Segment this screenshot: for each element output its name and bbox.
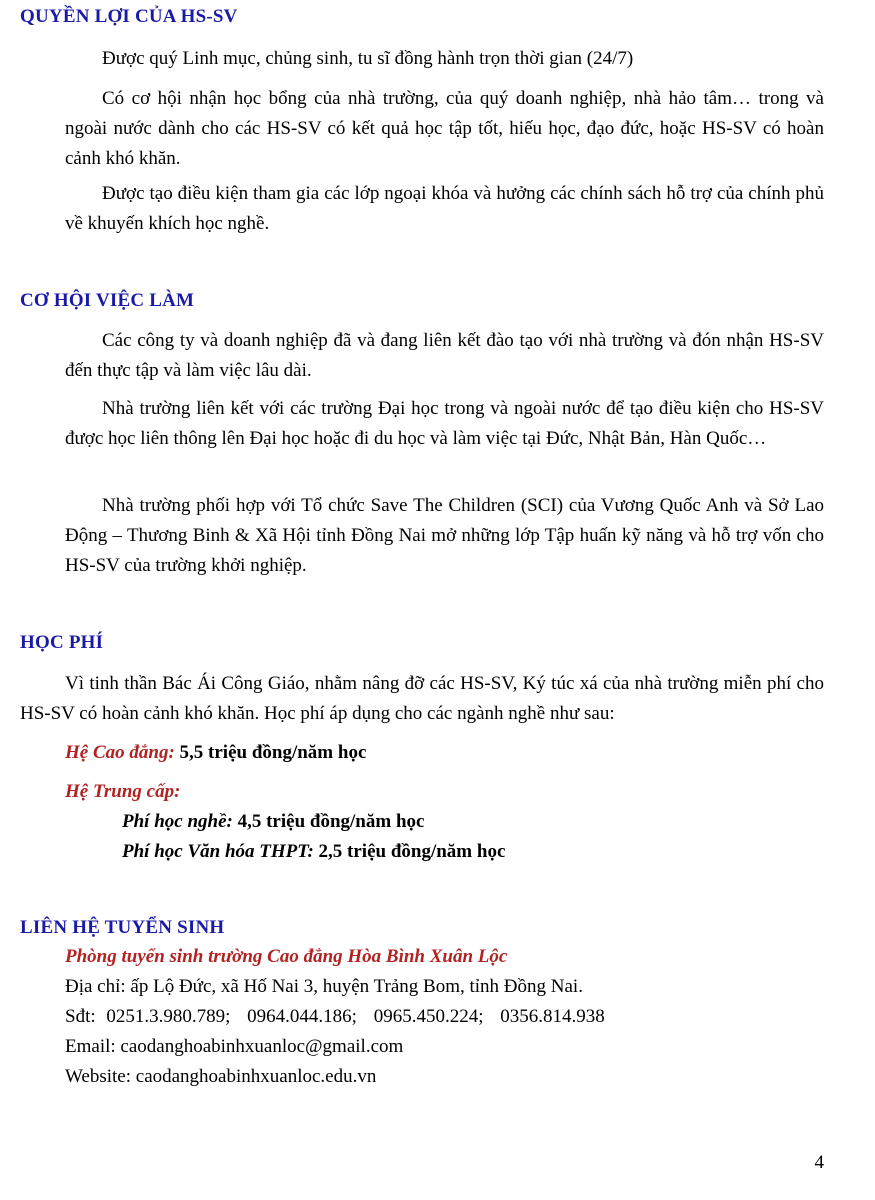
- benefits-heading: QUYỀN LỢI CỦA HS-SV: [20, 6, 238, 27]
- phone-3[interactable]: 0965.450.224;: [373, 1006, 484, 1027]
- vocational-label: Phí học nghề:: [122, 811, 233, 832]
- culture-label: Phí học Văn hóa THPT:: [122, 841, 314, 862]
- tuition-intro: Vì tinh thần Bác Ái Công Giáo, nhằm nâng đỡ các HS-SV, Ký túc xá của nhà trường miễn phí cho HS-SV có hoàn cảnh khó khăn. Học phí áp dụng cho các ngành nghề như sau:: [20, 673, 824, 724]
- college-fee: 5,5 triệu đồng/năm học: [179, 742, 367, 763]
- contact-heading: LIÊN HỆ TUYỂN SINH: [20, 917, 225, 938]
- jobs-heading: CƠ HỘI VIỆC LÀM: [20, 290, 195, 311]
- phone-numbers: [65, 1002, 617, 1032]
- address: Địa chỉ: ấp Lộ Đức, xã Hố Nai 3, huyện Trảng Bom, tỉnh Đồng Nai.: [65, 976, 583, 997]
- page-number: 4: [814, 1152, 824, 1173]
- college-fee-row: [65, 738, 366, 768]
- admissions-office: Phòng tuyển sinh trường Cao đẳng Hòa Bình Xuân Lộc: [65, 946, 508, 967]
- vocational-fee-row: [122, 807, 424, 837]
- benefits-paragraph-3: Được tạo điều kiện tham gia các lớp ngoại khóa và hưởng các chính sách hỗ trợ của chính phủ về khuyến khích học nghề.: [65, 183, 824, 234]
- phone-1[interactable]: 0251.3.980.789;: [106, 1006, 231, 1027]
- tuition-heading: HỌC PHÍ: [20, 632, 104, 653]
- jobs-paragraph-3: Nhà trường phối hợp với Tổ chức Save The Children (SCI) của Vương Quốc Anh và Sở Lao Động – Thương Binh & Xã Hội tỉnh Đồng Nai mở những lớp Tập huấn kỹ năng và hỗ trợ vốn cho HS-SV của trường khởi nghiệp.: [65, 495, 824, 576]
- college-label: Hệ Cao đẳng:: [65, 742, 175, 763]
- jobs-paragraph-1: Các công ty và doanh nghiệp đã và đang liên kết đào tạo với nhà trường và đón nhận HS-SV đến thực tập và làm việc lâu dài.: [65, 330, 824, 381]
- jobs-paragraph-2: Nhà trường liên kết với các trường Đại học trong và ngoài nước để tạo điều kiện cho HS-SV được học liên thông lên Đại học hoặc đi du học và làm việc tại Đức, Nhật Bản, Hàn Quốc…: [65, 398, 824, 449]
- culture-fee: 2,5 triệu đồng/năm học: [318, 841, 506, 862]
- phone-4[interactable]: 0356.814.938: [500, 1006, 605, 1027]
- culture-fee-row: [122, 837, 505, 867]
- email[interactable]: Email: caodanghoabinhxuanloc@gmail.com: [65, 1036, 404, 1057]
- phone-2[interactable]: 0964.044.186;: [247, 1006, 357, 1027]
- phone-label: Sđt:: [65, 1006, 96, 1027]
- website[interactable]: Website: caodanghoabinhxuanloc.edu.vn: [65, 1066, 377, 1087]
- intermediate-label: Hệ Trung cấp:: [65, 781, 181, 802]
- benefits-paragraph-2: Có cơ hội nhận học bổng của nhà trường, của quý doanh nghiệp, nhà hảo tâm… trong và ngoài nước dành cho các HS-SV có kết quả học tập tốt, hiếu học, đạo đức, hoặc HS-SV có hoàn cảnh khó khăn.: [65, 88, 824, 169]
- benefits-paragraph-1: Được quý Linh mục, chủng sinh, tu sĩ đồng hành trọn thời gian (24/7): [102, 48, 634, 69]
- vocational-fee: 4,5 triệu đồng/năm học: [237, 811, 425, 832]
